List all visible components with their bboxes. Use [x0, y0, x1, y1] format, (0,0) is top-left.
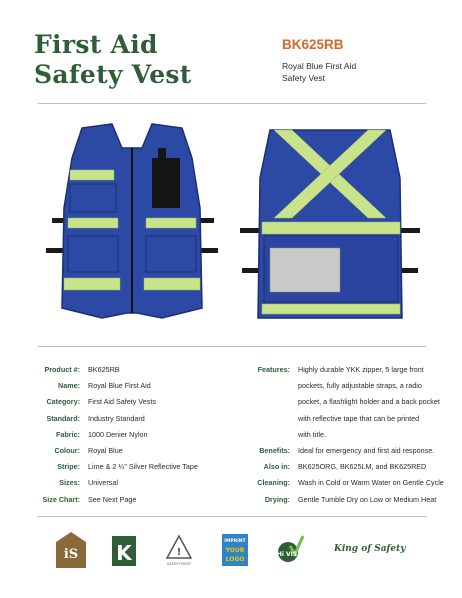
spec-label: Product #: [44, 365, 80, 374]
spec-stripe [24, 459, 228, 475]
vest-back-photo [240, 118, 420, 328]
badge-is-text: iS [63, 547, 79, 562]
k-logo [112, 532, 136, 568]
product-code: BK625RB [282, 37, 344, 52]
spacer [218, 394, 290, 410]
spec-label: Also in: [263, 462, 290, 472]
spec-features-continued [218, 378, 458, 394]
spec-value: Ideal for emergency and first aid response. [298, 446, 435, 456]
subtitle-line-1: Royal Blue First Aid [282, 61, 357, 71]
spec-label: Sizes: [59, 478, 80, 488]
product-subtitle [282, 60, 422, 84]
spec-size-chart [24, 492, 228, 508]
spec-value: pocket, a flashlight holder and a back pocket [298, 397, 440, 407]
spec-benefits [218, 443, 458, 459]
spec-category [24, 394, 228, 410]
svg-text:!: ! [176, 547, 182, 558]
product-title [34, 30, 192, 90]
specs-left-column [24, 362, 228, 508]
spec-label: Benefits: [259, 446, 290, 456]
spec-name [24, 378, 228, 394]
spacer [218, 378, 290, 394]
spec-value: BK625RB [88, 365, 120, 374]
spec-label: Standard: [46, 413, 80, 423]
spec-also-in [218, 459, 458, 475]
spec-features-continued [218, 411, 458, 427]
spec-value: Lime & 2 ¼" Silver Reflective Tape [88, 462, 198, 472]
spec-label: Name: [58, 381, 80, 391]
spec-value: with reflective tape that can be printed [298, 413, 420, 423]
spec-label: Colour: [54, 446, 80, 456]
spec-sizes [24, 475, 228, 491]
imprint-logo [222, 532, 248, 568]
spec-value: First Aid Safety Vests [88, 397, 156, 407]
specs-right-column [218, 362, 458, 508]
spec-standard [24, 411, 228, 427]
imprint-text-2: YOUR [225, 547, 245, 554]
bottom-divider [38, 516, 426, 517]
spec-label: Drying: [264, 494, 290, 504]
spec-value: 1000 Denier Nylon [88, 429, 148, 439]
spacer [218, 427, 290, 443]
spec-label: Stripe: [57, 462, 80, 472]
spec-features-continued [218, 394, 458, 410]
spec-features [218, 362, 458, 378]
spec-colour [24, 443, 228, 459]
king-of-safety-tagline: King of Safety [334, 544, 406, 554]
vest-front-photo [42, 118, 222, 328]
hivis-logo [276, 532, 304, 568]
footer-logos [56, 532, 426, 572]
middle-divider [38, 346, 426, 347]
spec-value: Highly durable YKK zipper, 5 large front [298, 365, 424, 374]
spec-label: Features: [257, 365, 290, 374]
spec-value: Industry Standard [88, 413, 145, 423]
spacer [218, 411, 290, 427]
spec-product-number [24, 362, 228, 378]
spec-value: pockets, fully adjustable straps, a radio [298, 381, 422, 391]
spec-label: Category: [46, 397, 80, 407]
spec-label: Cleaning: [257, 478, 290, 488]
safety-first-text: SAFETY FIRST [166, 562, 192, 566]
spec-label: Size Chart: [42, 494, 80, 504]
hivis-text: Hi VIS [276, 551, 298, 558]
spec-value: Universal [88, 478, 118, 488]
spec-fabric [24, 427, 228, 443]
title-line-2: Safety Vest [34, 60, 192, 89]
spec-drying [218, 492, 458, 508]
spec-cleaning [218, 475, 458, 491]
spec-value: Wash in Cold or Warm Water on Gentle Cycle [298, 478, 444, 488]
safety-first-logo [164, 532, 194, 568]
spec-value: See Next Page [88, 494, 137, 504]
spec-features-continued [218, 427, 458, 443]
spec-value: Royal Blue [88, 446, 123, 456]
imprint-text-1: IMPRINT [224, 539, 246, 544]
subtitle-line-2: Safety Vest [282, 73, 325, 83]
spec-label: Fabric: [56, 429, 80, 439]
spec-value: BK625ORG, BK625LM, and BK625RED [298, 462, 427, 472]
badge-k-text: K [116, 541, 132, 565]
spec-value: with title. [298, 429, 326, 439]
imprint-text-3: LOGO [225, 556, 245, 563]
industry-standard-logo [56, 532, 86, 568]
top-divider [38, 103, 426, 104]
spec-value: Gentle Tumble Dry on Low or Medium Heat [298, 494, 437, 504]
title-line-1: First Aid [34, 30, 158, 59]
spec-value: Royal Blue First Aid [88, 381, 151, 391]
